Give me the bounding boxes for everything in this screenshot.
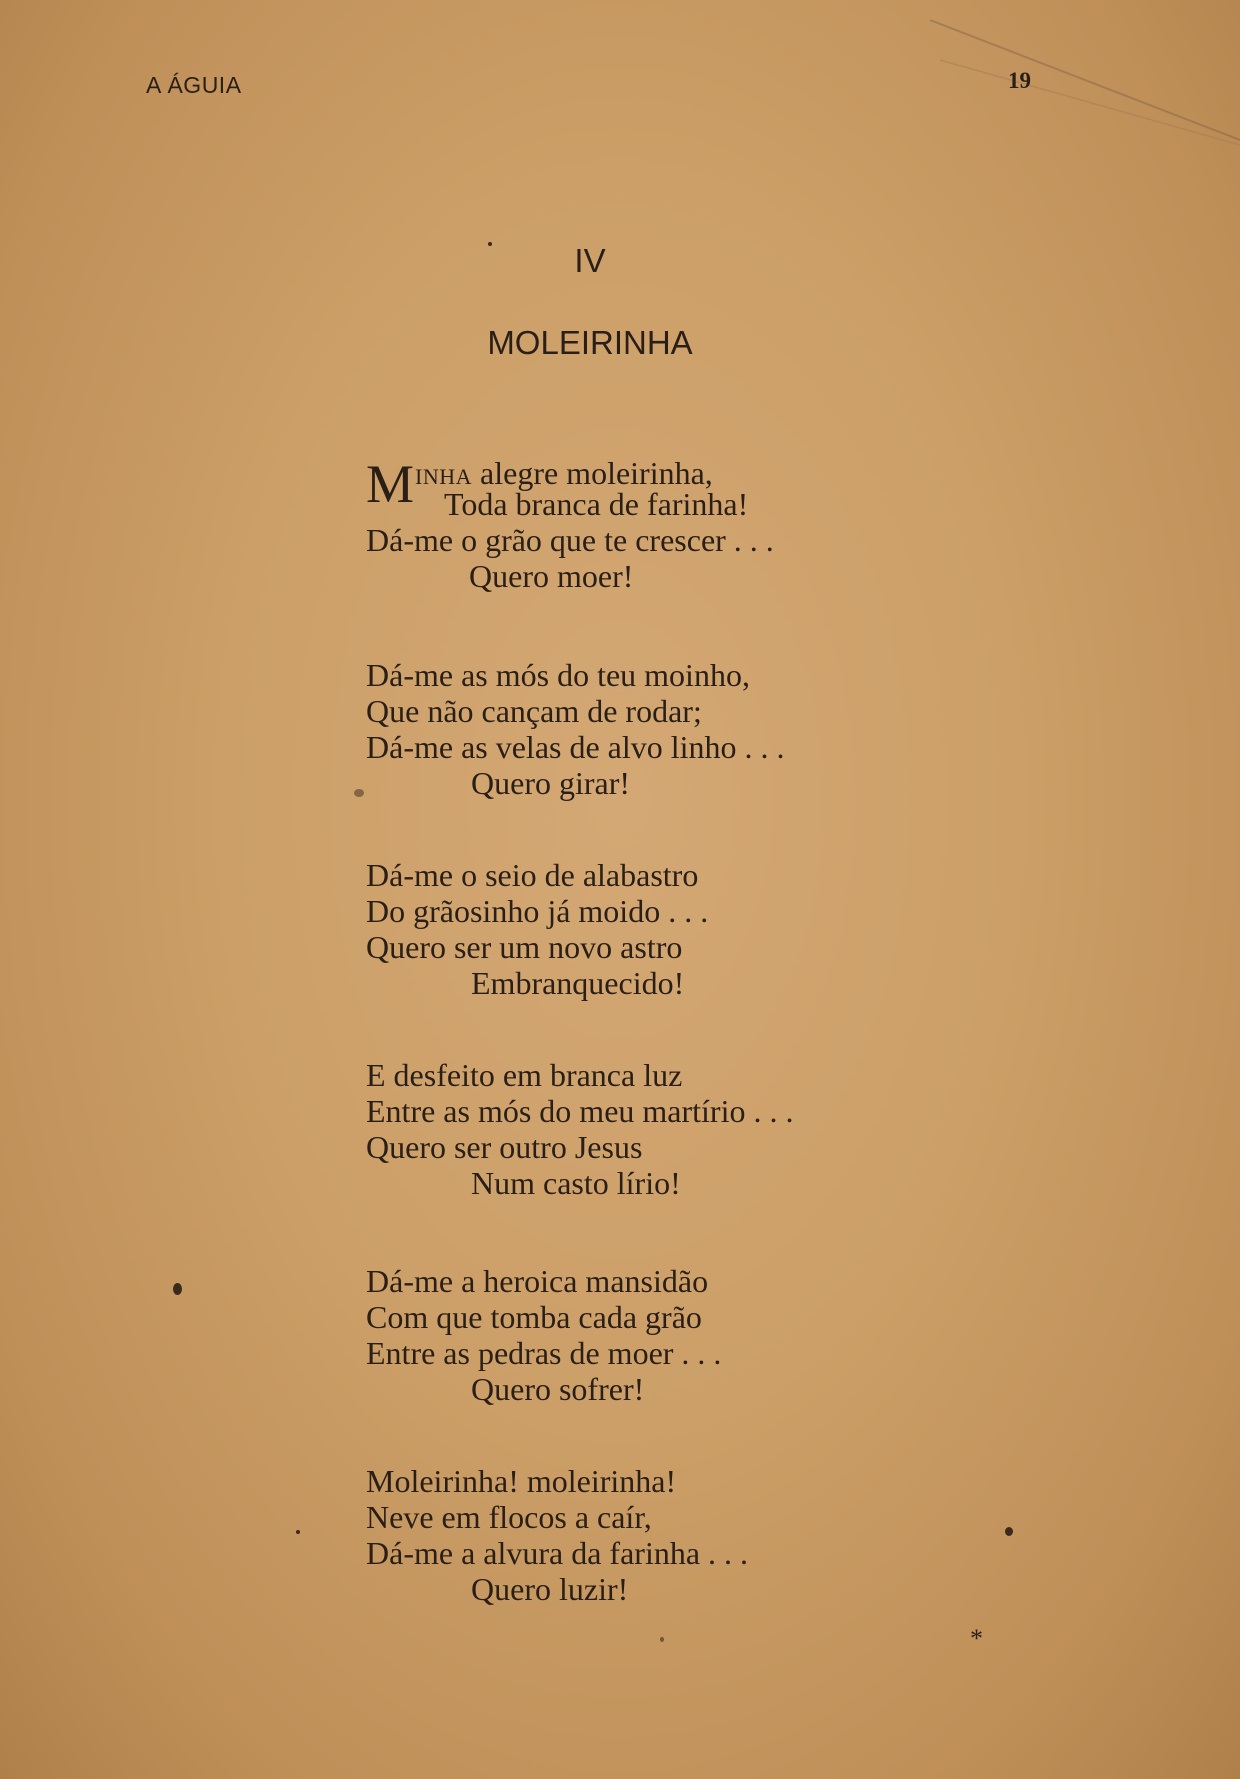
poem-line: E desfeito em branca luz xyxy=(366,1057,683,1093)
poem-line: Dá-me a heroica mansidão xyxy=(366,1263,709,1299)
poem-line: Quero moer! xyxy=(469,558,634,594)
drop-cap: M xyxy=(366,454,415,514)
poem-line: Dá-me o seio de alabastro xyxy=(366,857,699,893)
poem-line: Neve em flocos a caír, xyxy=(366,1499,652,1535)
poem-line: Embranquecido! xyxy=(471,965,685,1001)
poem-line: Quero ser um novo astro xyxy=(366,929,683,965)
stanza-2 xyxy=(366,657,785,801)
ink-spot xyxy=(296,1530,300,1534)
running-title: A ÁGUIA xyxy=(146,72,242,98)
page-fold-crease xyxy=(900,0,1240,150)
page-number: 19 xyxy=(1008,68,1031,93)
ink-spot xyxy=(660,1637,664,1642)
ink-spot xyxy=(1005,1527,1013,1536)
ink-spot xyxy=(173,1283,182,1295)
small-caps-word: INHA xyxy=(415,464,473,489)
poem-line: Do grãosinho já moido . . . xyxy=(366,893,709,929)
poem-line: Dá-me o grão que te crescer . . . xyxy=(366,522,774,558)
stanza-5 xyxy=(366,1263,721,1407)
poem-line: Entre as mós do meu martírio . . . xyxy=(366,1093,794,1129)
poem-line: Com que tomba cada grão xyxy=(366,1299,702,1335)
poem-line: Moleirinha! moleirinha! xyxy=(366,1463,677,1499)
stanza-1 xyxy=(366,454,774,594)
section-number: IV xyxy=(574,242,606,279)
stanza-3 xyxy=(366,857,708,1001)
poem-line: Num casto lírio! xyxy=(471,1165,681,1201)
poem-line: Quero ser outro Jesus xyxy=(366,1129,643,1165)
line-text: alegre moleirinha, xyxy=(472,455,713,491)
stanza-6 xyxy=(366,1463,748,1607)
poem-line: Quero sofrer! xyxy=(471,1371,645,1407)
ink-spot xyxy=(488,242,492,246)
poem-title: MOLEIRINHA xyxy=(487,324,693,361)
poem-line: Dá-me a alvura da farinha . . . xyxy=(366,1535,749,1571)
ink-spot xyxy=(354,789,364,797)
poem-line: Entre as pedras de moer . . . xyxy=(366,1335,722,1371)
footer-asterisk: * xyxy=(970,1624,983,1653)
poem-line: Quero luzir! xyxy=(471,1571,629,1607)
poem-line: Dá-me as mós do teu moinho, xyxy=(366,657,750,693)
stanza-4 xyxy=(366,1057,793,1201)
poem-line: Quero girar! xyxy=(471,765,631,801)
poem-line: Dá-me as velas de alvo linho . . . xyxy=(366,729,785,765)
poem-line: Que não cançam de rodar; xyxy=(366,693,702,729)
poem-line: Toda branca de farinha! xyxy=(444,486,749,522)
